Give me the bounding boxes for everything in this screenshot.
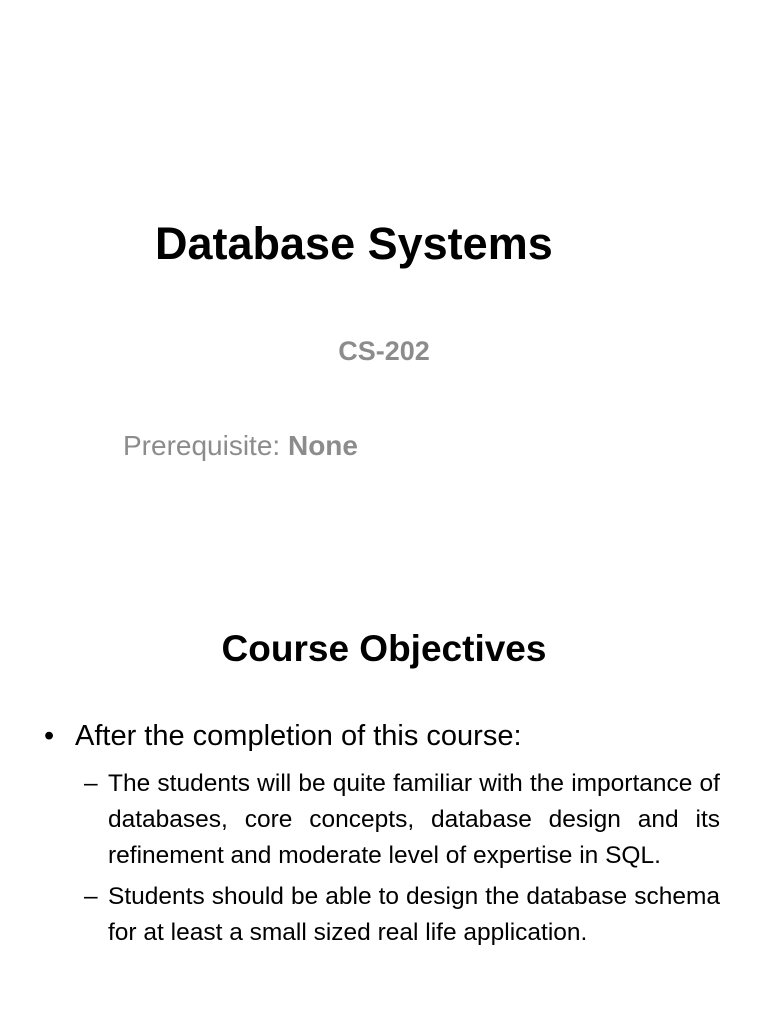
- prerequisite-value: None: [287, 430, 358, 461]
- course-code: CS-202: [338, 336, 430, 366]
- dash-mark: –: [84, 883, 98, 910]
- dash-mark: –: [84, 770, 98, 797]
- objectives-heading: Course Objectives: [221, 628, 547, 669]
- objectives-slide: [0, 512, 768, 1024]
- prerequisite: [123, 430, 358, 462]
- slide-title: Database Systems: [155, 218, 553, 269]
- objectives-sub-list: [84, 766, 720, 956]
- list-item: [84, 766, 720, 874]
- list-item-text: Students should be able to design the database schema for at least a small sized real life application.: [108, 883, 720, 946]
- list-item-text: The students will be quite familiar with the importance of databases, core concepts, database design and its refinement and moderate level of expertise in SQL.: [108, 770, 720, 869]
- prerequisite-label: Prerequisite:: [123, 430, 288, 461]
- list-item: [84, 879, 720, 951]
- bullet-text: After the completion of this course:: [75, 720, 522, 752]
- objectives-bullet: [44, 720, 522, 753]
- bullet-mark: •: [44, 720, 55, 752]
